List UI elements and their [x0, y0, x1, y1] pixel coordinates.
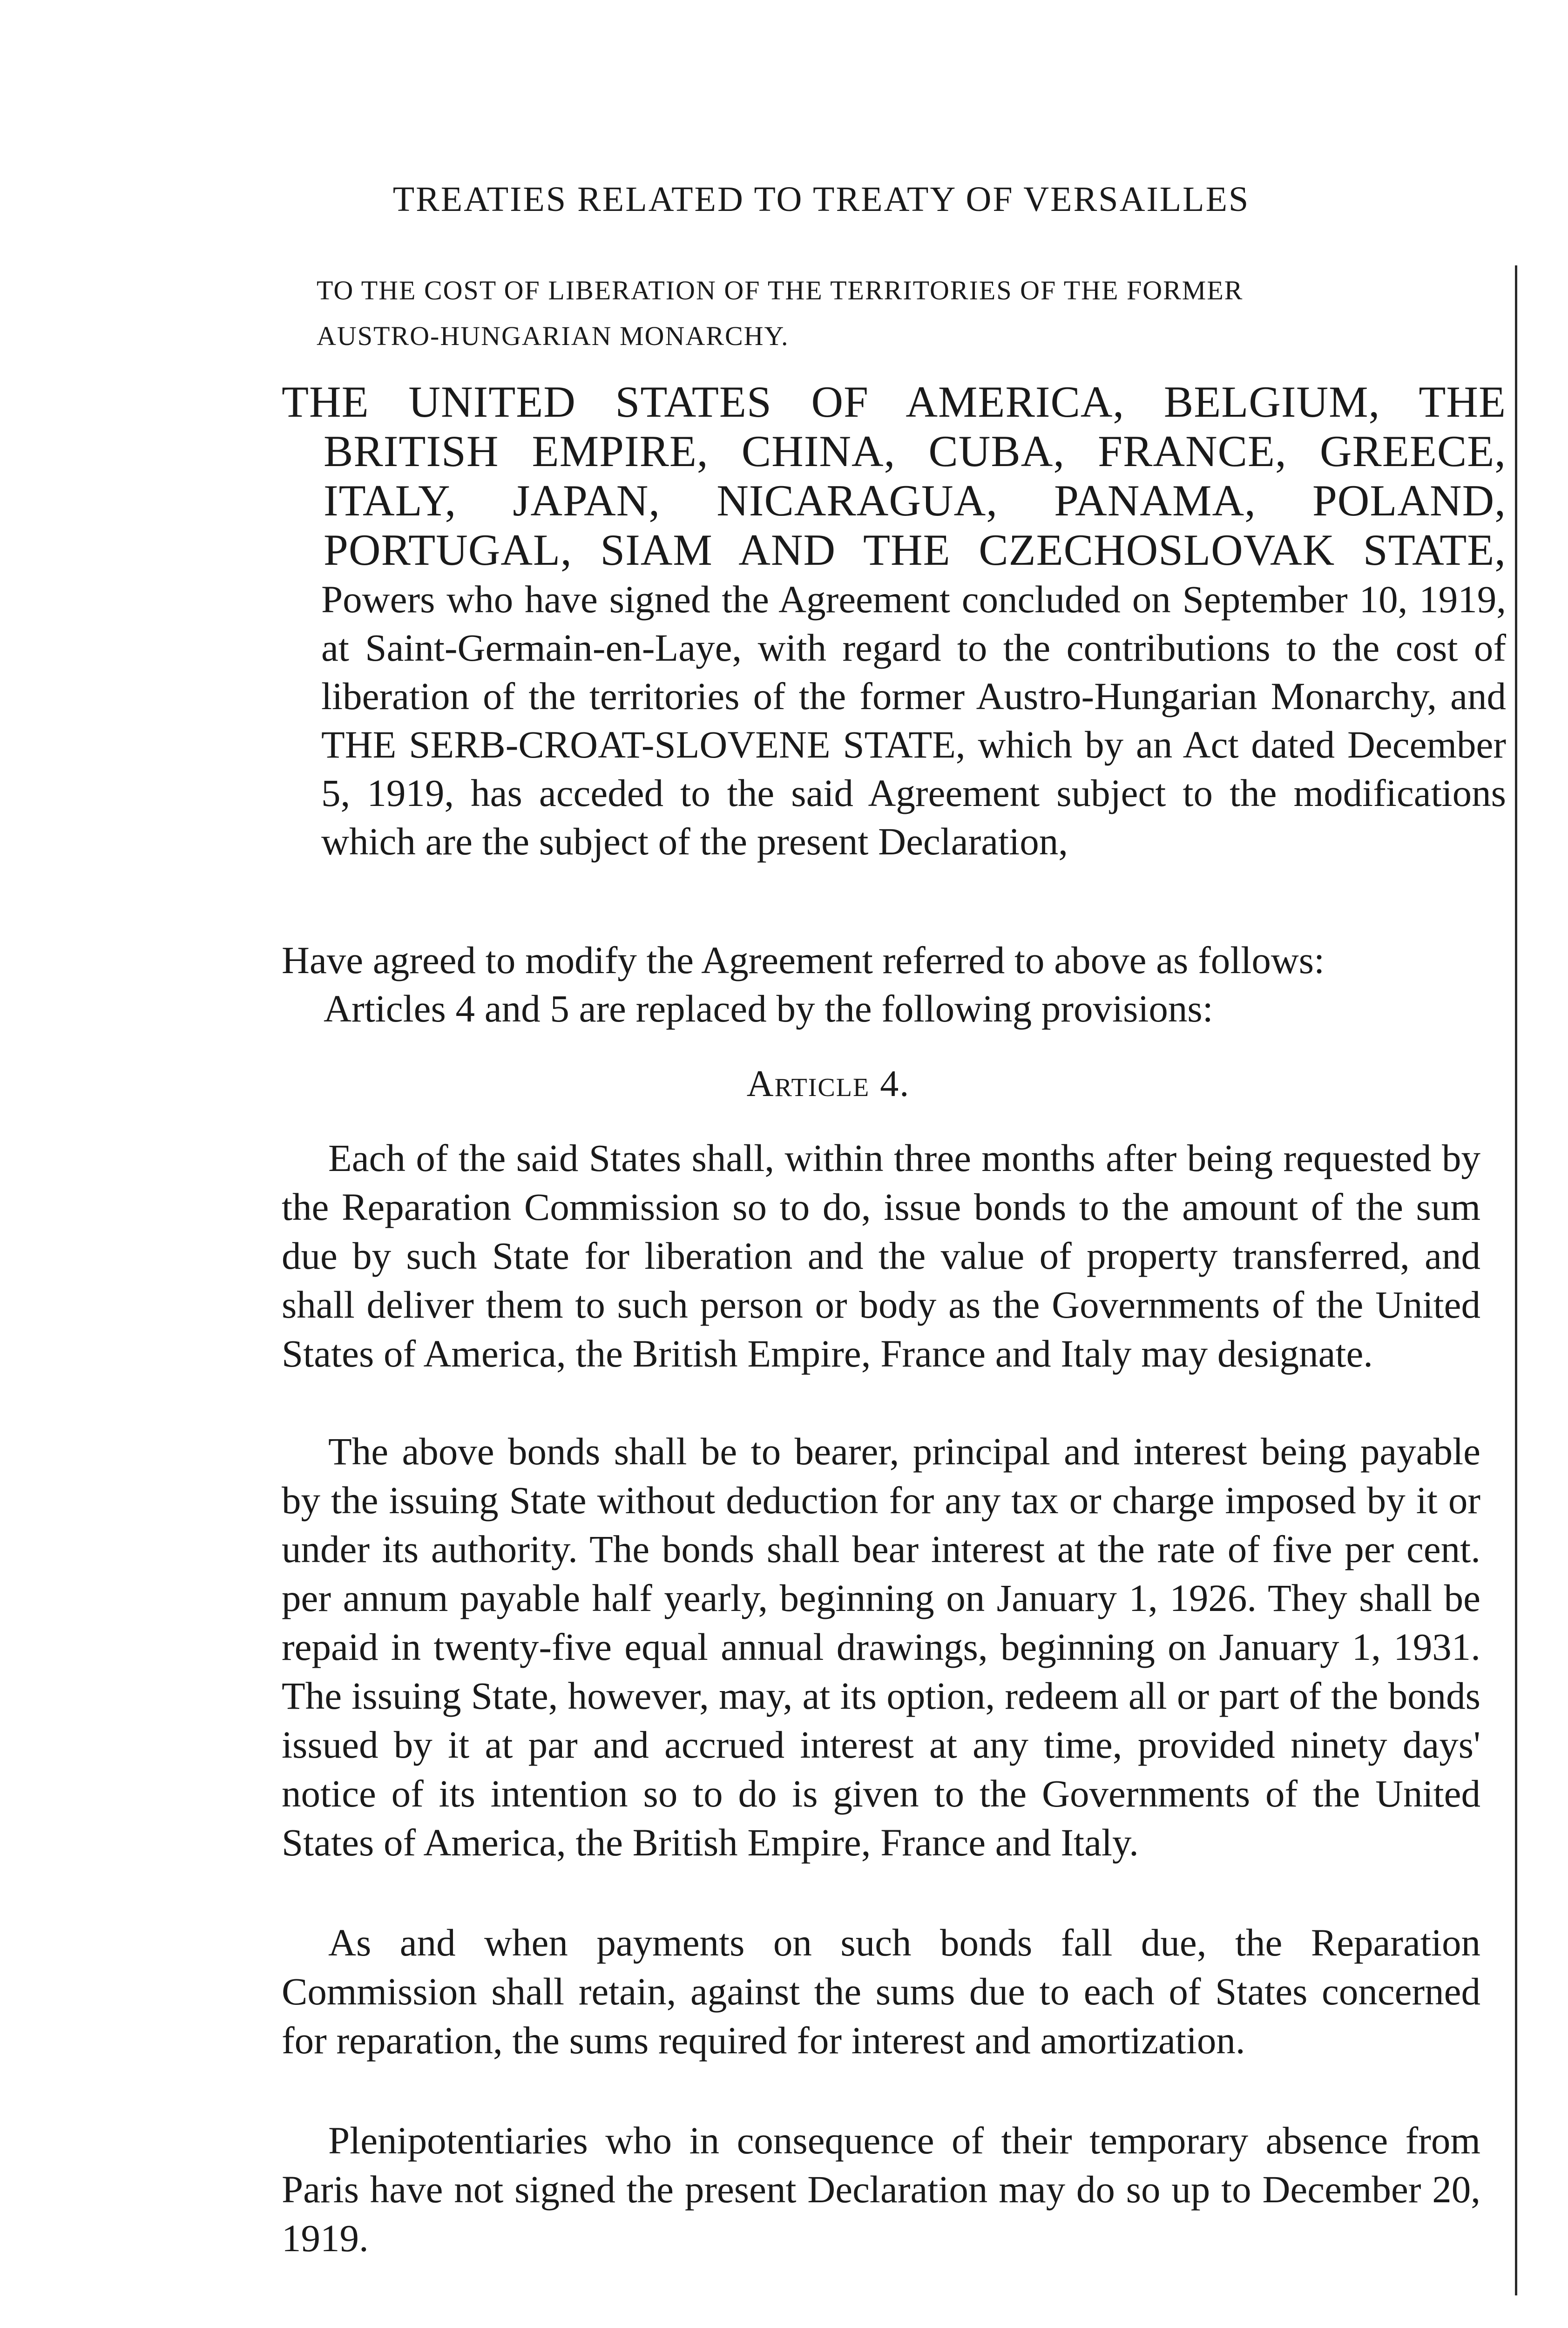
- article-paragraph: Each of the said States shall, within three months after being requested by the Reparation Commission so to do, issue bonds to the amount of the sum due by such State for liberation and the value of property transferred, and shall deliver them to such person or body as the Governments of the United States of America, the British Empire, France and Italy may designate.: [282, 1137, 1480, 1375]
- parties-heading: [282, 377, 1506, 575]
- article-number: 4.: [880, 1063, 910, 1104]
- article-paragraph: The above bonds shall be to bearer, principal and interest being payable by the issuing State without deduction for any tax or charge imposed by it or under its authority. The bonds shall bear interest at the rate of five per cent. per annum payable half yearly, beginning on January 1, 1926. They shall be repaid in twenty-five equal annual drawings, beginning on January 1, 1931. The issuing State, however, may, at its option, redeem all or part of the bonds issued by it at par and accrued interest at any time, provided ninety days' notice of its intention so to do is given to the Governments of the United States of America, the British Empire, France and Italy.: [282, 1430, 1480, 1864]
- running-head: TREATIES RELATED TO TREATY OF VERSAILLES: [392, 180, 1250, 219]
- agreement-clause-line: Have agreed to modify the Agreement referred to above as follows:: [282, 939, 1325, 981]
- agreement-clause: [282, 936, 1506, 1033]
- article-paragraph: As and when payments on such bonds fall due, the Reparation Commission shall retain, against the sums due to each of States concerned for reparation, the sums required for interest and amortization.: [282, 1921, 1480, 2062]
- parties-line: PORTUGAL, SIAM AND THE CZECHOSLOVAK STATE,: [324, 525, 1506, 575]
- parties-line: ITALY, JAPAN, NICARAGUA, PANAMA, POLAND,: [324, 476, 1506, 525]
- closing-paragraph: Plenipotentiaries who in consequence of their temporary absence from Paris have not signed the present Declaration may do so up to December 20, 1919.: [282, 2119, 1480, 2260]
- declaration-title: [317, 268, 1504, 359]
- title-line: TO THE COST OF LIBERATION OF THE TERRITORIES OF THE FORMER: [317, 275, 1244, 305]
- parties-paragraph: Powers who have signed the Agreement concluded on September 10, 1919, at Saint-Germain-en-Laye, with regard to the contributions to the cost of liberation of the territories of the former Austro-Hungarian Monarchy, and THE SERB-CROAT-SLOVENE STATE, which by an Act dated December 5, 1919, has acceded to the said Agreement subject to the modifications which are the subject of the present Declaration,: [321, 578, 1506, 863]
- article-heading: [0, 1063, 1568, 1105]
- agreement-clause-line: Articles 4 and 5 are replaced by the following provisions:: [324, 987, 1213, 1030]
- parties-line: THE UNITED STATES OF AMERICA, BELGIUM, THE: [282, 377, 1506, 426]
- article-word: Article: [746, 1063, 870, 1104]
- title-line: AUSTRO-HUNGARIAN MONARCHY.: [317, 321, 789, 351]
- margin-rule: [1515, 265, 1517, 2295]
- parties-line: BRITISH EMPIRE, CHINA, CUBA, FRANCE, GREECE,: [324, 426, 1506, 476]
